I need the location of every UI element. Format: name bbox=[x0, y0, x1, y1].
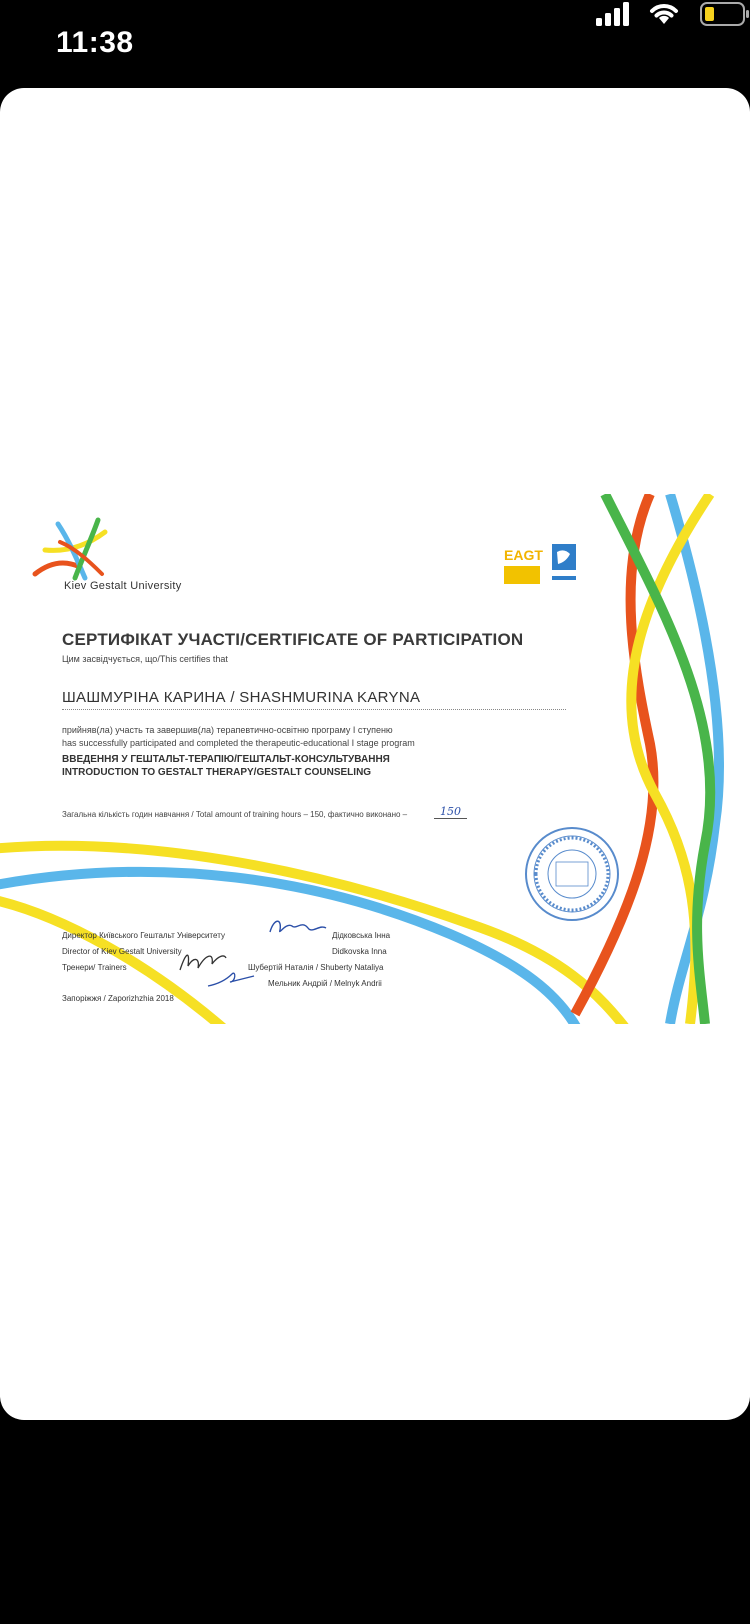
battery-icon bbox=[700, 2, 750, 26]
certificate-title: СЕРТИФІКАТ УЧАСТІ/CERTIFICATE OF PARTICIPATION bbox=[62, 630, 524, 649]
status-bar bbox=[0, 0, 750, 88]
director-name-en: Didkovska Inna bbox=[332, 947, 387, 956]
training-hours-text: Загальна кількість годин навчання / Total amount of training hours – 150, фактично виконано – bbox=[62, 810, 408, 819]
completed-text-en: has successfully participated and completed the therapeutic-educational I stage program bbox=[62, 738, 415, 748]
trainer-1: Шубертій Наталія / Shuberty Nataliya bbox=[248, 963, 384, 972]
completed-text-ua: прийняв(ла) участь та завершив(ла) терапевтично-освітню програму I ступеню bbox=[62, 725, 393, 735]
photo-viewer bbox=[0, 88, 750, 1420]
cellular-signal-icon bbox=[596, 2, 632, 26]
program-title-ua: ВВЕДЕННЯ У ГЕШТАЛЬТ-ТЕРАПІЮ/ГЕШТАЛЬТ-КОНСУЛЬТУВАННЯ bbox=[62, 754, 390, 765]
kiev-gestalt-logo bbox=[30, 512, 120, 582]
director-title-ua: Директор Київського Гештальт Університету bbox=[62, 931, 225, 940]
wifi-icon bbox=[648, 0, 680, 26]
hours-completed-handwritten: 150 bbox=[434, 805, 467, 819]
dotted-line bbox=[62, 709, 566, 710]
place-year: Запоріжжя / Zaporizhzhia 2018 bbox=[62, 994, 174, 1003]
university-name: Kiev Gestalt University bbox=[64, 580, 182, 592]
svg-text:EAGT: EAGT bbox=[504, 547, 543, 563]
program-title-en: INTRODUCTION TO GESTALT THERAPY/GESTALT COUNSELING bbox=[62, 767, 372, 778]
director-signature bbox=[266, 914, 330, 940]
europe-map-badge bbox=[552, 544, 576, 588]
director-name-ua: Дідковська Інна bbox=[332, 931, 391, 940]
clock: 11:38 bbox=[56, 26, 134, 59]
trainers-label: Тренери/ Trainers bbox=[62, 963, 127, 972]
director-title-en: Director of Kiev Gestalt University bbox=[62, 947, 182, 956]
trainer-2-signature bbox=[206, 968, 256, 990]
certifies-text: Цим засвідчується, що/This certifies that bbox=[62, 654, 228, 664]
university-seal bbox=[522, 824, 622, 924]
recipient-name: ШАШМУРІНА КАРИНА / SHASHMURINA KARYNA bbox=[62, 689, 421, 706]
trainer-2: Мельник Андрій / Melnyk Andrii bbox=[268, 979, 382, 988]
certificate-image bbox=[0, 494, 750, 1024]
eagt-badge bbox=[500, 544, 544, 588]
